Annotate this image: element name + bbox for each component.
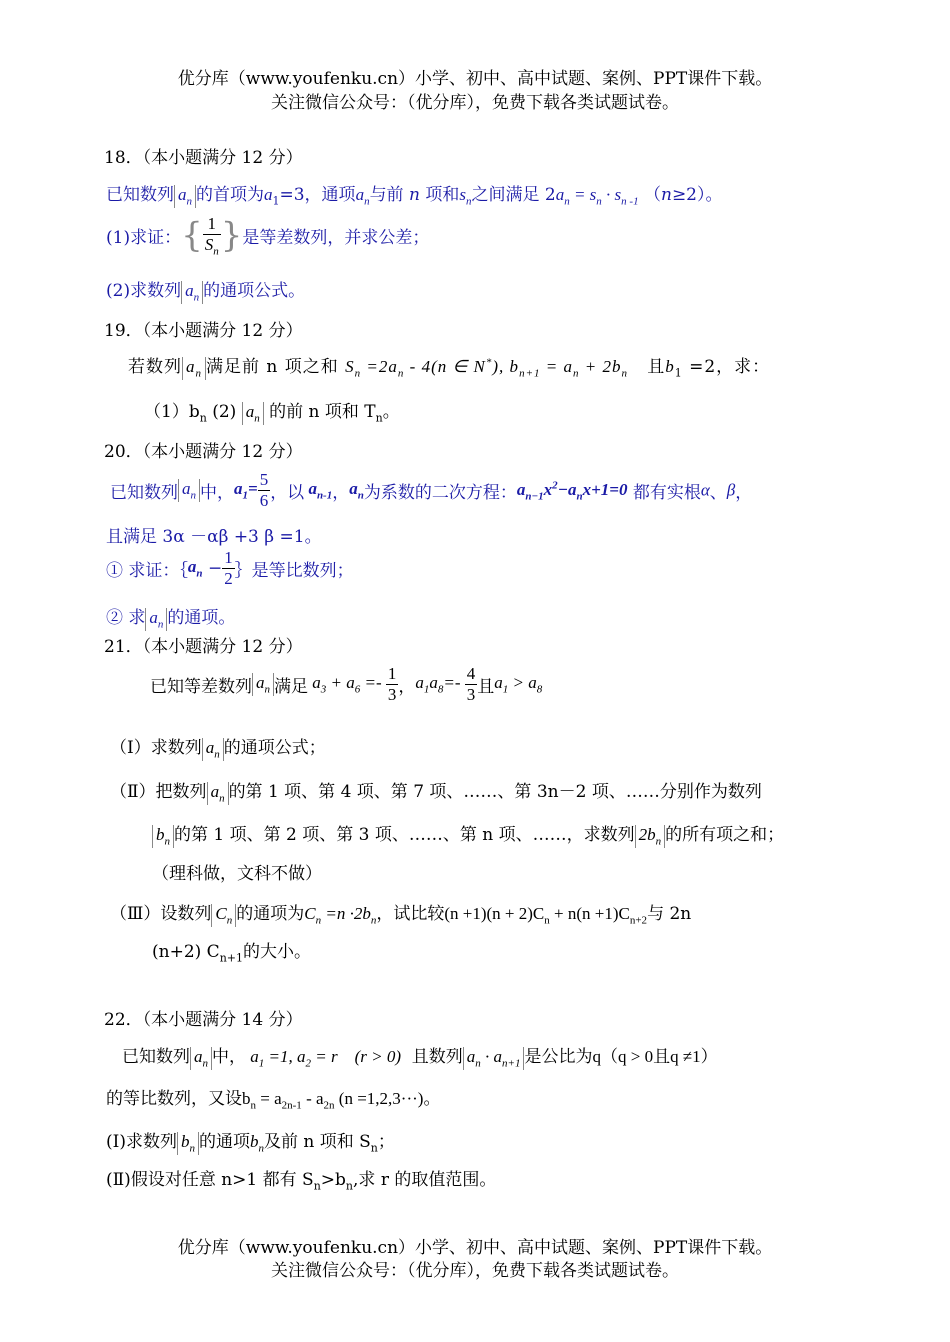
header-line-1: 优分库（www.youfenku.cn）小学、初中、高中试题、案例、PPT课件下载。 [177, 69, 773, 89]
q18-part1: (1)求证：{ $\frac{1}{S_n}$ }是等差数列，并求公差； [106, 214, 430, 258]
q21-intro: 已知等差数列 $a_n$ 满足 $a_3 + a_6$ =- $\frac{1}{3}$ ，$a_1a_8=-$ $\frac{4}{3}$ 且$a_1 > a_8$ [150, 664, 543, 704]
q22-part2: (Ⅱ)假设对任意 n>1 都有 $S_n>b_n$,求 r 的取值范围。 [106, 1170, 497, 1193]
q18-title: 18．（本小题满分 12 分） [104, 148, 303, 168]
q21-part2-cont: $b_n$ 的第 1 项、第 2 项、第 3 项、……、第 n 项、……，求数列 $2b_n$ 的所有项之和； [152, 820, 784, 848]
q18-part2: (2)求数列 $a_n$ 的通项公式。 [106, 281, 306, 304]
header-line-2: 关注微信公众号：（优分库），免费下载各类试题试卷。 [271, 93, 679, 113]
q20-intro-2: 且满足 3α －αβ +3 β =1。 [106, 527, 322, 547]
footer-line-2: 关注微信公众号：（优分库），免费下载各类试题试卷。 [271, 1261, 679, 1281]
q20-part2: ② 求 $a_n$ 的通项。 [106, 608, 236, 631]
q22-intro-2: 的等比数列，又设$b_n = a_{2n-1} - a_{2n}$ (n =1,2,3···)。 [106, 1089, 441, 1112]
q22-title: 22．（本小题满分 14 分） [104, 1010, 303, 1030]
q21-part3-cont: (n+2) $C_{n+1}$的大小。 [152, 942, 311, 965]
q19-intro: 若数列 $a_n$ 满足前 n 项之和 $S_n =2a_n - 4(n$ ∈ N*), $b_{n+1} = a_n + 2b_n$ 且$b_1 =2$，求： [128, 356, 771, 380]
q21-part2: （Ⅱ）把数列 $a_n$ 的第 1 项、第 4 项、第 7 项、……、第 3n－2 项、……分别作为数列 [110, 782, 762, 805]
q21-part1: （Ⅰ）求数列 $a_n$ 的通项公式； [110, 738, 326, 761]
q22-part1: (I)求数列 $b_n$ 的通项$b_n$及前 n 项和 $S_n$； [106, 1132, 395, 1155]
q20-title: 20．（本小题满分 12 分） [104, 442, 303, 462]
q20-part1: ① 求证：$\{a_n$ − $\frac{1}{2}$ ｝是等比数列； [106, 548, 354, 588]
q18-intro: 已知数列 $a_n$ 的首项为$a_1=3$，通项$a_n$与前 n 项和$s_n$之间满足 $2a_n = s_n \cdot s_{n -1}$ （n≥2）。 [106, 185, 723, 208]
footer-line-1: 优分库（www.youfenku.cn）小学、初中、高中试题、案例、PPT课件下载。 [177, 1238, 773, 1258]
q19-part1: $(1)b_n$ (2) $a_n$ 的前 n 项和 $T_n$。 [144, 402, 400, 425]
q20-intro: 已知数列 $a_n$ 中，$a_1=$ $\frac{5}{6}$ ，以 $a_{n-1}$，$a_n$为系数的二次方程：$a_{n-1}x^2-a_nx+1=0$ 都有实根α、β， [110, 470, 753, 510]
q21-title: 21．（本小题满分 12 分） [104, 637, 303, 657]
q22-intro: 已知数列 $a_n$ 中， $a_1 =1$, $a_2 = r$ (r > 0) 且数列 $a_n \cdot a_{n+1}$ 是公比为q（q > 0且q ≠1） [122, 1047, 718, 1070]
q21-part2-note: （理科做，文科不做） [152, 864, 322, 884]
q21-part3: （Ⅲ）设数列 $C_n$ 的通项为$C_n =n \cdot 2b_n$，试比较$(n +1)(n + 2)C_n + n(n +1)C_{n+2}$与 2n [110, 904, 692, 927]
q19-title: 19．（本小题满分 12 分） [104, 321, 303, 341]
